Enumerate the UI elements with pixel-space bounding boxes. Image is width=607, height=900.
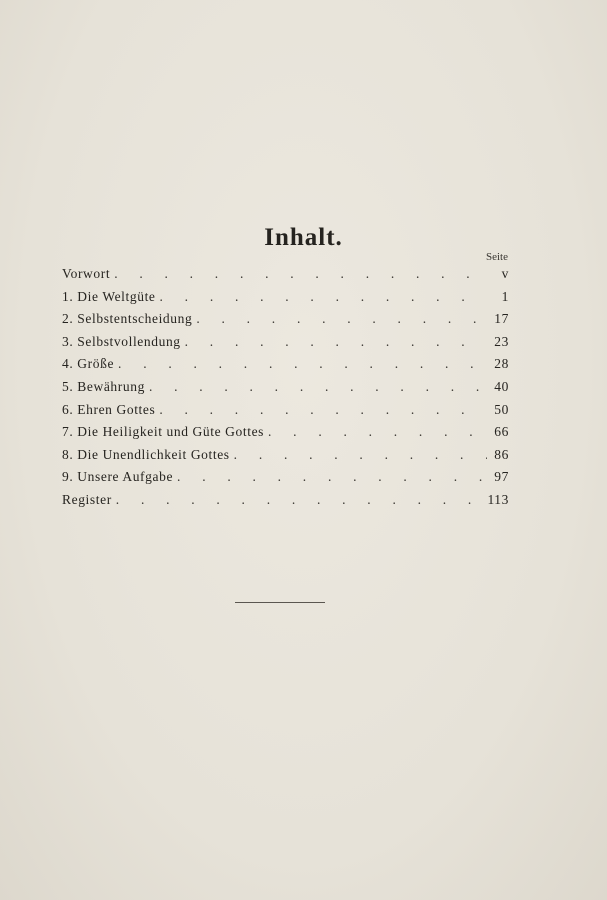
dot-leader: [234, 447, 487, 463]
dot-leader: [160, 289, 487, 305]
toc-entry-page: 28: [494, 356, 509, 372]
toc-entry-title: 3. Selbstvollendung: [62, 333, 181, 349]
toc-entry-title: 6. Ehren Gottes: [62, 401, 156, 417]
toc-entry-chapter-1: [62, 289, 509, 312]
toc-entry-page: 50: [494, 401, 509, 417]
toc-entry-title: 4. Größe: [62, 356, 115, 372]
toc-entry-title: 2. Selbstentscheidung: [62, 311, 193, 327]
toc-entry-chapter-3: [62, 334, 509, 357]
toc-entry-title: Vorwort: [62, 266, 111, 281]
dot-leader: [196, 311, 487, 327]
toc-entry-page: 40: [494, 378, 509, 394]
toc-entry-index: [62, 492, 509, 515]
toc-entry-title: 7. Die Heiligkeit und Güte Gottes: [62, 424, 265, 440]
toc-entry-page: 17: [494, 311, 509, 327]
divider-rule: [235, 602, 325, 603]
toc-entry-title: 1. Die Weltgüte: [62, 288, 156, 304]
toc-entry-title: Register: [62, 491, 112, 507]
toc-entry-title: 8. Die Unendlichkeit Gottes: [62, 446, 230, 462]
toc-entry-page: 97: [494, 469, 509, 485]
toc-entry-page: v: [501, 266, 509, 281]
dot-leader: [177, 469, 487, 485]
dot-leader: [159, 402, 487, 418]
dot-leader: [185, 334, 487, 350]
dot-leader: [118, 356, 487, 372]
page-heading: Inhalt.: [264, 224, 343, 251]
toc-entry-page: 113: [487, 491, 509, 507]
toc-entry-page: 86: [494, 446, 509, 462]
toc-entry-title: 9. Unsere Aufgabe: [62, 469, 174, 485]
toc-entry-foreword: [62, 266, 509, 289]
toc-entry-chapter-5: [62, 379, 509, 402]
toc-entry-chapter-4: [62, 356, 509, 379]
dot-leader: [268, 424, 487, 440]
dot-leader: [116, 492, 484, 508]
toc-entry-chapter-9: [62, 469, 509, 492]
toc-entry-chapter-6: [62, 402, 509, 425]
toc-entry-chapter-8: [62, 447, 509, 470]
dot-leader: [114, 266, 487, 282]
page-column-label: Seite: [486, 251, 508, 263]
toc-entry-chapter-7: [62, 424, 509, 447]
dot-leader: [149, 379, 487, 395]
table-of-contents: [62, 266, 509, 515]
toc-entry-title: 5. Bewährung: [62, 378, 145, 394]
toc-entry-page: 1: [501, 288, 509, 304]
toc-entry-page: 66: [494, 424, 509, 440]
toc-entry-chapter-2: [62, 311, 509, 334]
toc-entry-page: 23: [494, 333, 509, 349]
